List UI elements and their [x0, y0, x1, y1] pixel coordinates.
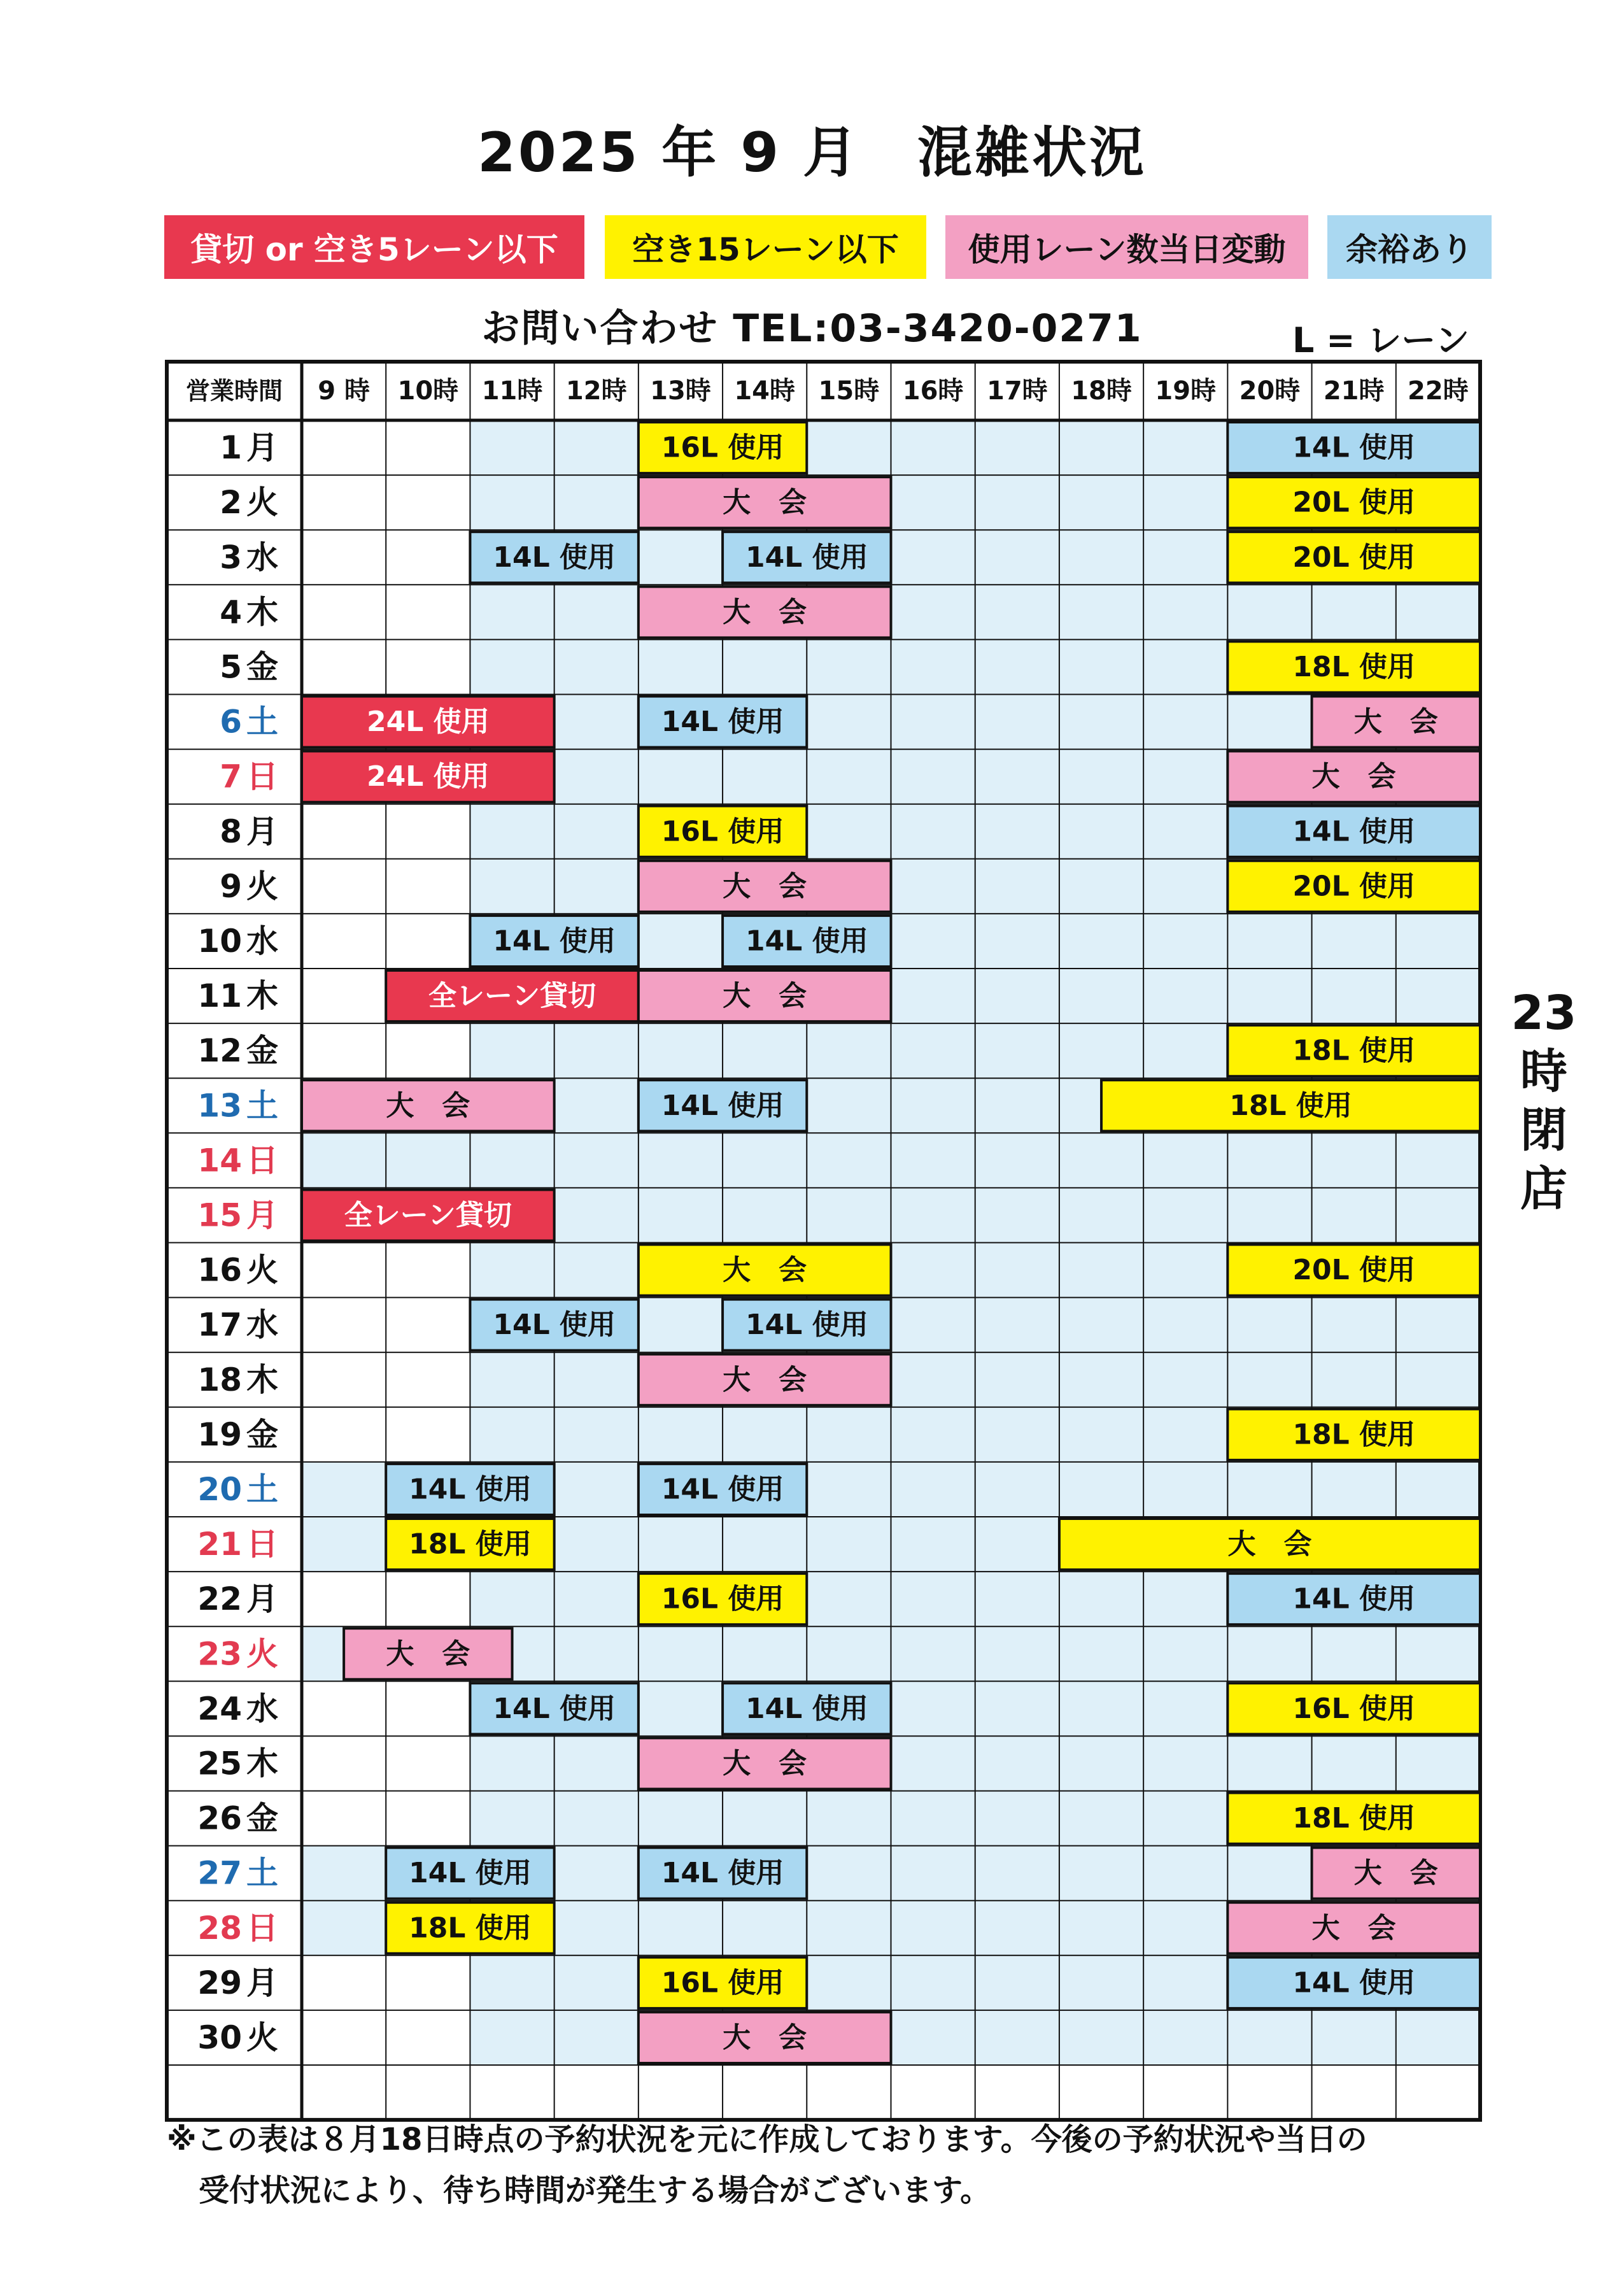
date-number: 30: [197, 2019, 242, 2056]
booking-label: 大 会: [1353, 706, 1438, 739]
booking-label: 14L 使用: [1292, 815, 1415, 848]
page-title: 2025 年 9 月 混雑状況: [477, 121, 1147, 185]
row-bg-open: [302, 1736, 386, 1791]
booking-label: 全レーン貸切: [344, 1198, 512, 1232]
header-hour-label: 13時: [650, 376, 711, 406]
footnote-line-2: 受付状況により、待ち時間が発生する場合がございます。: [199, 2173, 991, 2208]
booking-label: 18L 使用: [1229, 1089, 1352, 1122]
booking-label: 大 会: [723, 595, 807, 628]
booking-label: 14L 使用: [409, 1857, 532, 1890]
date-number: 7: [220, 758, 242, 795]
date-number: 17: [197, 1306, 242, 1344]
booking-label: 大 会: [1227, 1528, 1312, 1561]
header-hour-label: 18時: [1071, 376, 1132, 406]
footnote-line-1: ※この表は８月18日時点の予約状況を元に作成しております。今後の予約状況や当日の: [167, 2122, 1367, 2157]
booking-label: 16L 使用: [661, 815, 784, 848]
row-bg-open: [302, 969, 386, 1023]
date-number: 1: [220, 429, 242, 467]
contact-phone: お問い合わせ TEL:03-3420-0271: [481, 306, 1143, 351]
date-weekday: 月: [246, 429, 278, 467]
booking-label: 大 会: [723, 1747, 807, 1780]
date-weekday: 火: [246, 1251, 278, 1289]
row-bg-open: [302, 1243, 386, 1298]
row-bg-open: [302, 1572, 386, 1626]
date-number: 13: [197, 1087, 242, 1125]
booking-label: 14L 使用: [493, 541, 616, 574]
booking-label: 14L 使用: [493, 1309, 616, 1342]
date-number: 20: [197, 1470, 242, 1508]
booking-label: 20L 使用: [1292, 486, 1415, 519]
footnote: [167, 2114, 1367, 2216]
header-hour-label: 11時: [481, 376, 543, 406]
date-number: 23: [197, 1635, 242, 1673]
date-number: 24: [197, 1690, 242, 1728]
row-bg-open: [302, 530, 386, 585]
booking-label: 24L 使用: [367, 760, 490, 793]
booking-label: 大 会: [1353, 1857, 1438, 1890]
booking-label: 14L 使用: [1292, 431, 1415, 464]
closing-time-text: 23時閉店: [1511, 986, 1577, 1216]
date-number: 28: [197, 1909, 242, 1947]
booking-label: 18L 使用: [409, 1528, 532, 1561]
date-number: 6: [220, 703, 242, 741]
header-hour-label: 14時: [734, 376, 796, 406]
booking-label: 14L 使用: [661, 1857, 784, 1890]
lane-legend-note: L = レーン: [1292, 320, 1470, 360]
date-weekday: 月: [246, 1964, 278, 2001]
row-bg-open: [302, 1956, 386, 2010]
date-number: 9: [220, 867, 242, 905]
date-weekday: 土: [246, 703, 278, 741]
date-weekday: 水: [246, 539, 278, 576]
header-corner-label: 営業時間: [185, 377, 283, 405]
booking-label: 14L 使用: [745, 541, 868, 574]
date-number: 2: [220, 484, 242, 522]
booking-label: 14L 使用: [661, 706, 784, 739]
row-bg-open: [302, 859, 386, 914]
date-weekday: 木: [246, 593, 278, 631]
booking-label: 14L 使用: [745, 925, 868, 958]
date-weekday: 土: [246, 1470, 278, 1508]
booking-label: 14L 使用: [661, 1473, 784, 1506]
booking-label: 24L 使用: [367, 706, 490, 739]
booking-label: 16L 使用: [661, 1966, 784, 1999]
row-bg-open: [302, 420, 386, 475]
date-weekday: 木: [246, 977, 278, 1015]
booking-label: 大 会: [723, 1254, 807, 1287]
date-weekday: 水: [246, 1306, 278, 1344]
date-weekday: 火: [246, 1635, 278, 1673]
booking-label: 20L 使用: [1292, 870, 1415, 903]
date-number: 12: [197, 1032, 242, 1070]
date-weekday: 日: [246, 1909, 278, 1947]
row-bg-open: [302, 1791, 386, 1846]
row-bg-open: [302, 804, 386, 859]
legend-blue-label: 余裕あり: [1346, 231, 1473, 268]
date-weekday: 金: [246, 1032, 278, 1070]
date-weekday: 火: [246, 867, 278, 905]
date-weekday: 金: [246, 1800, 278, 1837]
booking-label: 大 会: [386, 1089, 470, 1122]
booking-label: 全レーン貸切: [428, 979, 597, 1012]
date-weekday: 火: [246, 484, 278, 522]
date-number: 8: [220, 813, 242, 850]
date-number: 15: [197, 1196, 242, 1234]
row-bg-open: [302, 914, 386, 969]
row-bg-open: [302, 1298, 386, 1352]
row-bg-open: [302, 475, 386, 530]
date-number: 19: [197, 1416, 242, 1453]
date-number: 16: [197, 1251, 242, 1289]
date-weekday: 日: [246, 758, 278, 795]
date-number: 3: [220, 539, 242, 576]
header-hour-label: 22時: [1408, 376, 1469, 406]
date-weekday: 水: [246, 1690, 278, 1728]
booking-label: 18L 使用: [1292, 1418, 1415, 1451]
row-bg-open: [302, 2010, 386, 2065]
booking-label: 18L 使用: [1292, 650, 1415, 683]
header-hour-label: 20時: [1239, 376, 1301, 406]
booking-label: 14L 使用: [1292, 1966, 1415, 1999]
booking-label: 14L 使用: [661, 1089, 784, 1122]
header-hour-label: 19時: [1155, 376, 1217, 406]
header-hour-label: 9 時: [318, 376, 370, 406]
header-hour-label: 15時: [818, 376, 880, 406]
booking-label: 大 会: [1311, 1912, 1396, 1945]
header-hour-label: 16時: [902, 376, 964, 406]
header-hour-label: 21時: [1323, 376, 1385, 406]
date-weekday: 土: [246, 1087, 278, 1125]
booking-label: 16L 使用: [661, 431, 784, 464]
booking-label: 大 会: [723, 486, 807, 519]
booking-label: 大 会: [723, 1363, 807, 1396]
booking-label: 20L 使用: [1292, 1254, 1415, 1287]
booking-label: 18L 使用: [409, 1912, 532, 1945]
date-weekday: 金: [246, 1416, 278, 1453]
row-bg-open: [302, 1023, 386, 1078]
booking-label: 18L 使用: [1292, 1034, 1415, 1067]
legend-yellow-label: 空き15レーン以下: [632, 231, 899, 268]
date-number: 5: [220, 648, 242, 686]
date-number: 27: [197, 1854, 242, 1892]
booking-label: 大 会: [1311, 760, 1396, 793]
date-number: 10: [197, 922, 242, 960]
date-number: 22: [197, 1580, 242, 1618]
booking-label: 14L 使用: [745, 1309, 868, 1342]
date-weekday: 月: [246, 813, 278, 850]
booking-label: 大 会: [386, 1637, 470, 1670]
date-weekday: 日: [246, 1142, 278, 1179]
booking-label: 14L 使用: [493, 925, 616, 958]
date-weekday: 土: [246, 1854, 278, 1892]
closing-time-note: [1506, 984, 1582, 1218]
booking-label: 16L 使用: [661, 1582, 784, 1615]
date-number: 26: [197, 1800, 242, 1837]
booking-label: 大 会: [723, 979, 807, 1012]
date-weekday: 木: [246, 1361, 278, 1398]
date-weekday: 水: [246, 922, 278, 960]
booking-label: 14L 使用: [745, 1692, 868, 1725]
date-weekday: 月: [246, 1580, 278, 1618]
booking-label: 18L 使用: [1292, 1802, 1415, 1835]
booking-label: 14L 使用: [1292, 1582, 1415, 1615]
legend-red-label: 貸切 or 空き5レーン以下: [190, 231, 558, 268]
row-bg-open: [302, 585, 386, 639]
booking-label: 14L 使用: [409, 1473, 532, 1506]
row-bg-open: [302, 639, 386, 694]
row-bg-open: [302, 1352, 386, 1407]
header-hour-label: 17時: [986, 376, 1048, 406]
date-weekday: 日: [246, 1526, 278, 1563]
date-number: 21: [197, 1526, 242, 1563]
header-hour-label: 10時: [397, 376, 459, 406]
header-hour-label: 12時: [565, 376, 627, 406]
date-number: 11: [197, 977, 242, 1015]
row-bg-open: [302, 1407, 386, 1462]
booking-label: 14L 使用: [493, 1692, 616, 1725]
date-number: 25: [197, 1745, 242, 1782]
date-number: 29: [197, 1964, 242, 2001]
booking-label: 16L 使用: [1292, 1692, 1415, 1725]
row-bg-open: [302, 1681, 386, 1736]
booking-label: 20L 使用: [1292, 541, 1415, 574]
date-weekday: 火: [246, 2019, 278, 2056]
date-weekday: 月: [246, 1196, 278, 1234]
legend-pink-label: 使用レーン数当日変動: [968, 231, 1286, 268]
booking-label: 大 会: [723, 2021, 807, 2054]
date-weekday: 木: [246, 1745, 278, 1782]
booking-label: 大 会: [723, 870, 807, 903]
date-number: 14: [197, 1142, 242, 1179]
date-weekday: 金: [246, 648, 278, 686]
date-number: 18: [197, 1361, 242, 1398]
date-number: 4: [220, 593, 242, 631]
